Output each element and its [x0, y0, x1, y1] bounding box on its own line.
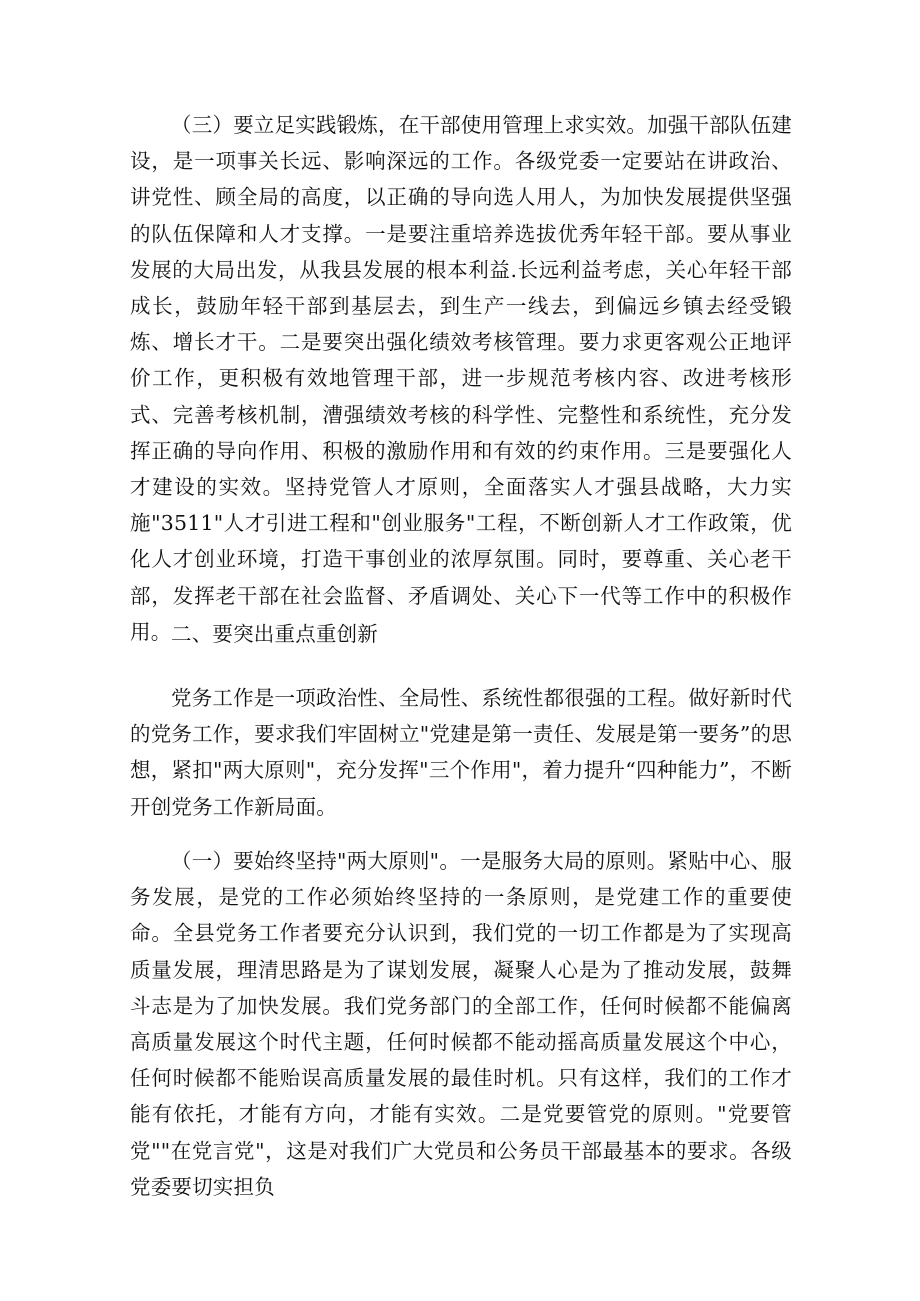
- section-heading: 二、要突出重点重创新: [171, 622, 378, 646]
- paragraph-two-principles: （一）要始终坚持"两大原则"。一是服务大局的原则。紧贴中心、服务发展，是党的工作必须始终坚持的一条原则，是党建工作的重要使命。全县党务工作者要充分认识到，我们党的一切工作都是为了实现高质量发展，理清思路是为了谋划发展，凝聚人心是为了推动发展，鼓舞斗志是为了加快发展。我们党务部门的全部工作，任何时候都不能偏离高质量发展这个时代主题，任何时候都不能动摇高质量发展这个中心，任何时候都不能贻误高质量发展的最佳时机。只有这样，我们的工作才能有依托，才能有方向，才能有实效。二是党要管党的原则。"党要管党""在党言党"，这是对我们广大党员和公务员干部最基本的要求。各级党委要切实担负: [130, 849, 792, 1199]
- paragraph-cadre-management: （三）要立足实践锻炼，在干部使用管理上求实效。加强干部队伍建设，是一项事关长远、影响深远的工作。各级党委一定要站在讲政治、讲党性、顾全局的高度，以正确的导向选人用人，为加快发展提供坚强的队伍保障和人才支撑。一是要注重培养选拔优秀年轻干部。要从事业发展的大局出发，从我县发展的根本利益.长远利益考虑，关心年轻干部成长，鼓励年轻干部到基层去，到生产一线去，到偏远乡镇去经受锻炼、增长才干。二是要突出强化绩效考核管理。要力求更客观公正地评价工作，更积极有效地管理干部，进一步规范考核内容、改进考核形式、完善考核机制，漕强绩效考核的科学性、完整性和系统性，充分发挥正确的导向作用、积极的激励作用和有效的约束作用。三是要强化人才建设的实效。坚持党管人才原则，全面落实人才强县战略，大力实施"3511"人才引进工程和"创业服务"工程，不断创新人才工作政策，优化人才创业环境，打造干事创业的浓厚氛围。同时，要尊重、关心老干部，发挥老干部在社会监督、矛盾调处、关心下一代等工作中的积极作用。: [130, 113, 792, 644]
- paragraph-party-affairs: 党务工作是一项政治性、全局性、系统性都很强的工程。做好新时代的党务工作，要求我们牢固树立"党建是第一责任、发展是第一要务”的思想，紧扣"两大原则"，充分发挥"三个作用"，着力提升“四种能力”，不断开创党务工作新局面。: [130, 686, 793, 819]
